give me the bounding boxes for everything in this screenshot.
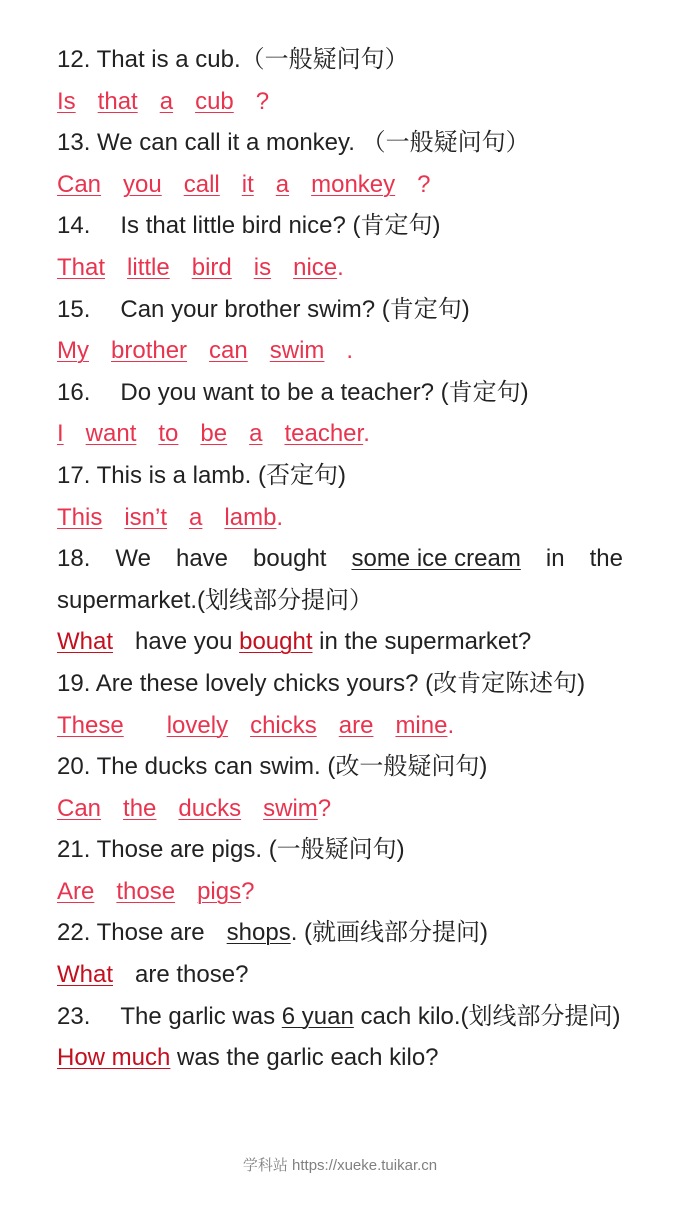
answer-phrase	[254, 247, 271, 289]
sentence-text: are those?	[135, 961, 249, 989]
answer-word: mine	[395, 711, 448, 739]
sentence-text: have you	[135, 628, 240, 656]
exercise	[57, 538, 623, 663]
question-phrase	[351, 538, 520, 580]
question-phrase	[57, 39, 409, 81]
answer-punctuation: .	[447, 711, 455, 739]
exercise	[57, 663, 623, 746]
answer-word: swim	[269, 337, 325, 365]
sentence-text: was the garlic each kilo?	[170, 1044, 439, 1072]
answer-word: a	[275, 170, 290, 198]
answer-line	[57, 164, 623, 206]
answer-line	[57, 497, 623, 539]
answer-word: Can	[57, 170, 102, 198]
answer-word: little	[127, 253, 170, 281]
answer-punctuation: .	[363, 420, 370, 448]
answer-line	[57, 788, 623, 830]
answer-phrase	[57, 621, 113, 663]
answer-word: That	[57, 253, 106, 281]
sentence-text: bought	[253, 545, 327, 573]
question-phrase	[57, 455, 346, 497]
answer-phrase	[135, 621, 531, 663]
exercise	[57, 996, 623, 1079]
answer-word: lamb	[224, 503, 277, 531]
answer-phrase	[57, 954, 113, 996]
answer-phrase	[57, 497, 102, 539]
answer-word: chicks	[250, 711, 317, 739]
sentence-text: 14.	[57, 212, 91, 240]
answer-word: I	[57, 420, 64, 448]
answer-phrase	[111, 330, 187, 372]
answer-word: bird	[191, 253, 232, 281]
question-phrase	[57, 912, 205, 954]
answer-phrase	[224, 497, 283, 539]
answer-word: a	[249, 420, 263, 448]
answer-word: swim	[263, 794, 318, 822]
sentence-text: The garlic was	[120, 1002, 282, 1030]
answer-word: a	[159, 87, 174, 115]
answer-phrase	[57, 1037, 439, 1079]
answer-line	[57, 871, 623, 913]
answer-word: cub	[195, 87, 234, 115]
answer-phrase	[123, 788, 156, 830]
answer-line	[57, 247, 623, 289]
answer-line	[57, 413, 623, 455]
answer-punctuation: ?	[255, 87, 270, 115]
answer-punctuation: .	[346, 337, 354, 365]
answer-word: nice	[293, 253, 338, 281]
question-phrase	[57, 205, 90, 247]
sentence-text: 17. This is a lamb. (否定句)	[57, 461, 346, 489]
answer-punctuation: ?	[417, 170, 431, 198]
answer-phrase	[395, 705, 454, 747]
sentence-text: Can your brother swim? (肯定句)	[120, 295, 470, 323]
sentence-text: cach kilo.(划线部分提问)	[353, 1002, 621, 1030]
answer-word: you	[123, 170, 162, 198]
question-line	[57, 580, 623, 622]
footer-source: 学科站 https://xueke.tuikar.cn	[242, 1157, 438, 1174]
exercise	[57, 746, 623, 829]
answer-phrase	[346, 330, 353, 372]
sentence-text: 12. That is a cub.（一般疑问句）	[57, 46, 409, 73]
answer-phrase	[57, 247, 105, 289]
question-phrase	[57, 746, 487, 788]
question-line	[57, 538, 623, 580]
answer-punctuation: ?	[241, 877, 255, 905]
answer-word: is	[253, 253, 272, 281]
answer-phrase	[256, 81, 269, 123]
question-phrase	[227, 912, 488, 954]
question-phrase	[57, 663, 585, 705]
answer-phrase	[249, 413, 262, 455]
answer-phrase	[417, 164, 430, 206]
question-line	[57, 372, 623, 414]
answer-word: teacher	[284, 420, 364, 448]
answer-word: that	[97, 87, 138, 115]
answer-punctuation: .	[337, 253, 344, 281]
answer-phrase	[57, 81, 76, 123]
answer-word: Can	[57, 794, 102, 822]
answer-word: brother	[111, 337, 188, 365]
answer-phrase	[189, 497, 202, 539]
question-line	[57, 289, 623, 331]
answer-phrase	[192, 247, 232, 289]
answer-word: are	[338, 711, 374, 739]
answer-word: These	[57, 711, 124, 739]
answer-phrase	[98, 81, 138, 123]
underlined-phrase: 6 yuan	[281, 1002, 354, 1030]
answer-punctuation: ?	[317, 794, 332, 822]
question-phrase	[57, 829, 405, 871]
sentence-text: 16.	[57, 378, 91, 406]
answer-phrase	[116, 871, 175, 913]
answer-phrase	[57, 788, 101, 830]
answer-line	[57, 954, 623, 996]
question-phrase	[120, 996, 620, 1038]
question-line	[57, 205, 623, 247]
question-phrase	[590, 538, 623, 580]
answer-phrase	[86, 413, 137, 455]
worksheet	[57, 39, 623, 1079]
question-phrase	[120, 289, 469, 331]
question-phrase	[57, 372, 90, 414]
exercise	[57, 912, 623, 995]
answer-phrase	[311, 164, 395, 206]
answer-phrase	[124, 497, 167, 539]
answer-word: isn’t	[124, 503, 168, 531]
question-phrase	[253, 538, 326, 580]
sentence-text: have	[175, 545, 229, 573]
sentence-text: 15.	[57, 295, 91, 323]
sentence-text: 23.	[57, 1002, 91, 1030]
question-line	[57, 829, 623, 871]
answer-phrase	[270, 330, 325, 372]
answer-word: those	[116, 877, 176, 905]
answer-word: monkey	[311, 170, 396, 198]
exercise	[57, 122, 623, 205]
exercise	[57, 205, 623, 288]
answer-phrase	[123, 164, 162, 206]
answer-line	[57, 330, 623, 372]
answer-word: call	[183, 170, 220, 198]
sentence-text: 13. We can call it a monkey. （一般疑问句）	[57, 129, 530, 157]
answer-word: My	[57, 337, 89, 365]
answer-word: to	[158, 420, 179, 448]
answer-phrase	[57, 705, 124, 747]
answer-phrase	[339, 705, 374, 747]
answer-phrase	[250, 705, 317, 747]
exercise	[57, 372, 623, 455]
answer-phrase	[57, 164, 101, 206]
answer-phrase	[200, 413, 227, 455]
question-line	[57, 996, 623, 1038]
question-line	[57, 455, 623, 497]
question-phrase	[57, 289, 90, 331]
answer-phrase	[57, 330, 89, 372]
answer-phrase	[293, 247, 344, 289]
sentence-text: Do you want to be a teacher? (肯定句)	[120, 378, 529, 406]
answer-word: pigs	[197, 877, 242, 905]
question-line	[57, 912, 623, 954]
answer-phrase	[195, 81, 234, 123]
question-phrase	[176, 538, 228, 580]
answer-word: Are	[57, 877, 95, 905]
question-phrase	[57, 580, 373, 622]
answer-line	[57, 705, 623, 747]
question-phrase	[120, 372, 528, 414]
question-phrase	[57, 122, 530, 164]
answer-word: lovely	[166, 711, 229, 739]
question-phrase	[57, 996, 90, 1038]
answer-word: a	[189, 503, 203, 531]
exercise	[57, 289, 623, 372]
answer-phrase	[209, 330, 248, 372]
answer-word: it	[241, 170, 254, 198]
question-phrase	[120, 205, 440, 247]
sentence-text: in the supermarket?	[312, 628, 532, 656]
sentence-text: 21. Those are pigs. (一般疑问句)	[57, 836, 405, 864]
sentence-text: . (就画线部分提问)	[290, 919, 489, 947]
sentence-text: We	[115, 545, 151, 573]
question-phrase	[57, 538, 90, 580]
question-line	[57, 663, 623, 705]
answer-phrase	[178, 788, 241, 830]
answer-word: Is	[57, 87, 76, 115]
sentence-text: the	[589, 545, 623, 573]
answer-phrase	[57, 413, 64, 455]
question-line	[57, 122, 623, 164]
answer-phrase	[263, 788, 331, 830]
sentence-text: in	[545, 545, 565, 573]
question-line	[57, 746, 623, 788]
answer-phrase	[127, 247, 170, 289]
answer-word: How much	[57, 1044, 171, 1072]
question-phrase	[115, 538, 151, 580]
sentence-text: 22. Those are	[57, 919, 205, 947]
answer-line	[57, 621, 623, 663]
answer-word: ducks	[178, 794, 242, 822]
answer-phrase	[184, 164, 220, 206]
exercise	[57, 829, 623, 912]
answer-word: the	[123, 794, 157, 822]
answer-phrase	[160, 81, 173, 123]
answer-word: be	[200, 420, 228, 448]
question-line	[57, 39, 623, 81]
answer-phrase	[197, 871, 254, 913]
sentence-text: 20. The ducks can swim. (改一般疑问句)	[57, 753, 488, 781]
sentence-text: supermarket.(划线部分提问）	[57, 586, 374, 614]
answer-word: bought	[239, 628, 313, 656]
answer-phrase	[158, 413, 178, 455]
answer-phrase	[135, 954, 248, 996]
exercise	[57, 455, 623, 538]
answer-phrase	[276, 164, 289, 206]
question-phrase	[546, 538, 565, 580]
answer-word: What	[57, 961, 114, 989]
answer-line	[57, 81, 623, 123]
answer-word: can	[209, 337, 248, 365]
underlined-phrase: shops	[226, 919, 291, 947]
answer-phrase	[242, 164, 254, 206]
sentence-text: 18.	[57, 545, 91, 573]
answer-phrase	[284, 413, 369, 455]
exercise	[57, 39, 623, 122]
answer-word: This	[57, 503, 103, 531]
answer-word: What	[57, 628, 114, 656]
answer-phrase	[57, 871, 94, 913]
answer-word: want	[85, 420, 137, 448]
answer-phrase	[167, 705, 228, 747]
sentence-text: Is that little bird nice? (肯定句)	[120, 212, 441, 240]
sentence-text: 19. Are these lovely chicks yours? (改肯定陈述句)	[57, 669, 586, 697]
underlined-phrase: some ice cream	[351, 545, 521, 573]
answer-line	[57, 1037, 623, 1079]
answer-punctuation: .	[276, 503, 284, 531]
